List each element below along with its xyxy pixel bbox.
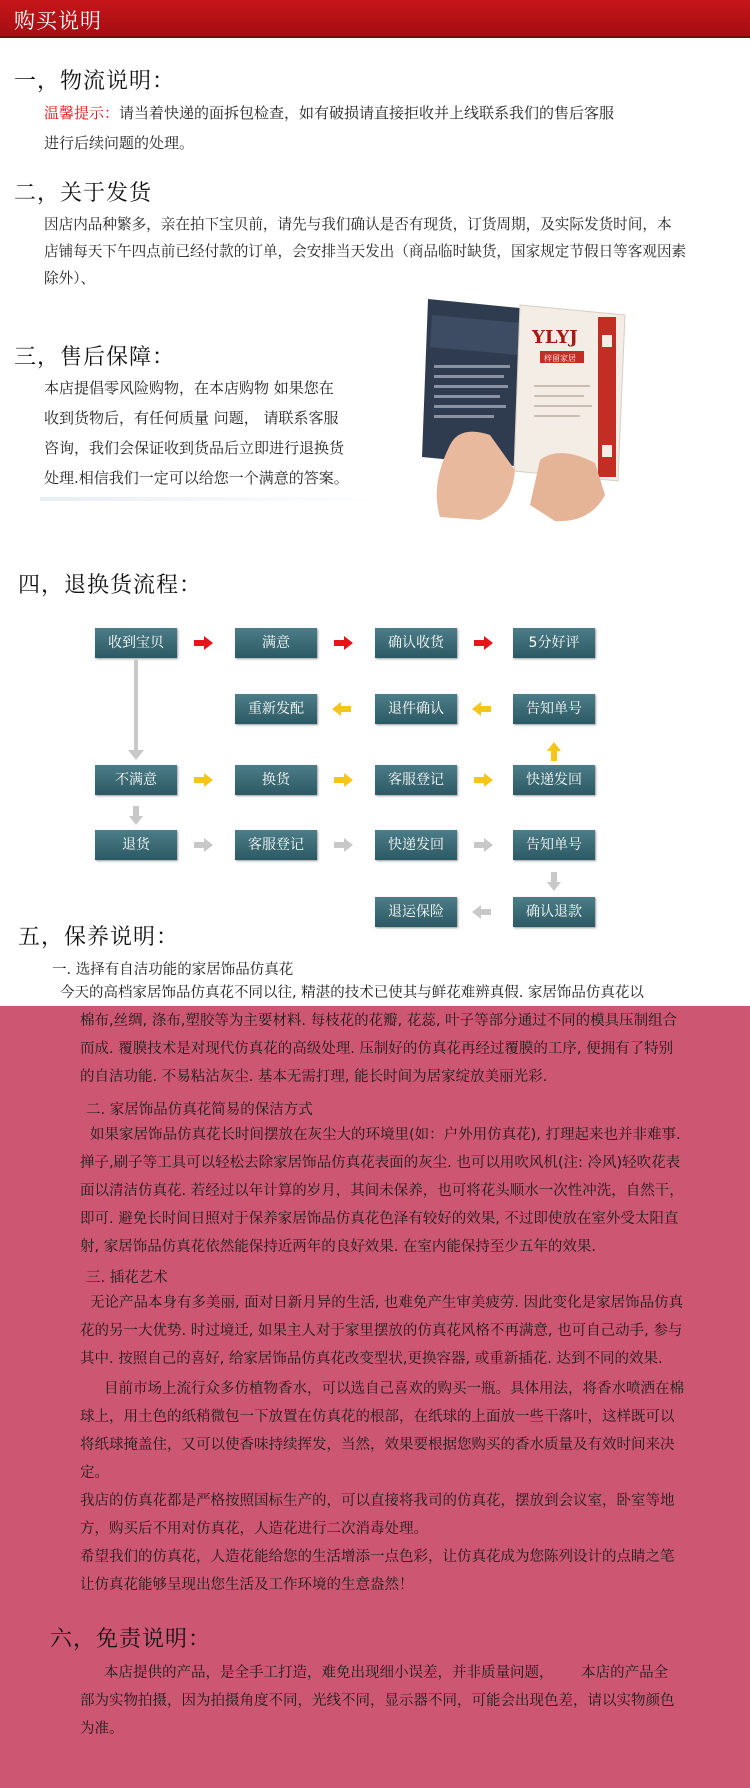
s5-sub3: 三. 插花艺术 xyxy=(86,1270,168,1286)
s5-p4-l2: 球上，用土色的纸稍微包一下放置在仿真花的根部，在纸球的上面放一些干落叶，这样既可以 xyxy=(80,1409,675,1425)
flow-express-return-2: 快递发回 xyxy=(375,830,457,860)
arrow-down-icon xyxy=(129,806,143,825)
s5-p5-l2: 方，购买后不用对仿真花，人造花进行二次消毒处理。 xyxy=(80,1521,428,1537)
arrow-right-icon xyxy=(194,838,213,852)
s5-p2-l3: 面以清洁仿真花. 若经过以年计算的岁月，其间未保养，也可将花头顺水一次性冲洗，自然干， xyxy=(80,1183,684,1199)
arrow-down-icon xyxy=(128,750,144,760)
flow-satisfied: 满意 xyxy=(235,628,317,658)
arrow-right-icon xyxy=(334,838,353,852)
s5-title: 五，保养说明： xyxy=(18,925,180,950)
flow-cs-register-1: 客服登记 xyxy=(375,765,457,795)
arrow-right-icon xyxy=(474,838,493,852)
flow-express-return-1: 快递发回 xyxy=(513,765,595,795)
flow-receive: 收到宝贝 xyxy=(95,628,177,658)
arrow-right-icon xyxy=(334,636,353,650)
s3-underline xyxy=(40,497,380,501)
flow-cs-register-2: 客服登记 xyxy=(235,830,317,860)
flow-return-confirm: 退件确认 xyxy=(375,694,457,724)
s1-line1-text: 请当着快递的面拆包检查，如有破损请直接拒收并上线联系我们的售后客服 xyxy=(119,104,615,122)
arrow-right-icon xyxy=(194,636,213,650)
s5-sub1: 一. 选择有自洁功能的家居饰品仿真花 xyxy=(52,962,294,978)
flow-confirm-refund: 确认退款 xyxy=(513,897,595,927)
s2-line2: 店铺每天下午四点前已经付款的订单，会安排当天发出（商品临时缺货，国家规定节假日等客观因素 xyxy=(44,243,687,260)
s5-p1-l3: 而成. 覆膜技术是对现代仿真花的高级处理. 压制好的仿真花再经过覆膜的工序, 便拥有了特别 xyxy=(80,1041,674,1057)
s6-l1: 本店提供的产品，是全手工打造，难免出现细小误差，并非质量问题， 本店的产品全 xyxy=(104,1665,669,1681)
flow-arrows xyxy=(0,600,750,940)
brochure-sub: 梓留家居 xyxy=(544,354,576,363)
s5-p1-l2: 棉布,丝绸, 涤布,塑胶等为主要材料. 每枝花的花瓣, 花蕊, 叶子等部分通过不同的模具压制组合 xyxy=(80,1013,678,1029)
brochure-brand: YLYJ xyxy=(532,327,578,348)
s2-line3: 除外）、 xyxy=(44,270,96,287)
s6-title: 六，免责说明： xyxy=(50,1627,212,1652)
s3-line3: 咨询，我们会保证收到货品后立即进行退换货 xyxy=(44,439,345,457)
flow-shipping-insurance: 退运保险 xyxy=(375,897,457,927)
s4-title: 四，退换货流程： xyxy=(18,573,203,598)
s1-title: 一，物流说明： xyxy=(14,69,176,94)
arrow-down-icon xyxy=(547,872,561,891)
s5-p4-l3: 将纸球掩盖住，又可以使香味持续挥发，当然，效果要根据您购买的香水质量及有效时间来决 xyxy=(80,1437,675,1453)
flow-five-star: 5分好评 xyxy=(513,628,595,658)
arrow-left-icon xyxy=(332,702,351,716)
s5-p5-l1: 我店的仿真花都是严格按照国标生产的，可以直接将我司的仿真花，摆放到会议室，卧室等地 xyxy=(80,1493,675,1509)
s5-p2-l4: 即可. 避免长时间日照对于保养家居饰品仿真花色泽有较好的效果, 不过即使放在室外受太阳直 xyxy=(80,1211,679,1227)
arrow-up-icon xyxy=(547,742,561,761)
s5-p2-l2: 掸子,刷子等工具可以轻松去除家居饰品仿真花表面的灰尘. 也可以用吹风机(注: 冷风)轻吹花表 xyxy=(80,1155,681,1171)
s5-p4-l1: 目前市场上流行众多仿植物香水，可以选自己喜欢的购买一瓶。具体用法，将香水喷洒在棉 xyxy=(104,1381,684,1397)
s5-p2-l5: 射, 家居饰品仿真花依然能保持近两年的良好效果. 在室内能保持至少五年的效果. xyxy=(80,1239,597,1255)
s2-title: 二，关于发货 xyxy=(14,181,153,206)
flow-unsatisfied: 不满意 xyxy=(95,765,177,795)
s5-p3-l2: 花的另一大优势. 时过境迁, 如果主人对于家里摆放的仿真花风格不再满意, 也可自己动手, 参与 xyxy=(80,1323,683,1339)
arrow-right-icon xyxy=(334,773,353,787)
flow-notify-no-1: 告知单号 xyxy=(513,694,595,724)
flow-confirm-receipt: 确认收货 xyxy=(375,628,457,658)
s5-p4-l4: 定。 xyxy=(80,1465,109,1481)
flow-notify-no-2: 告知单号 xyxy=(513,830,595,860)
s3-line2: 收到货物后，有任何质量 问题， 请联系客服 xyxy=(44,409,339,427)
s3-title: 三，售后保障： xyxy=(14,345,176,370)
s5-p1-l4: 的自洁功能. 不易粘沾灰尘. 基本无需打理, 能长时间为居家绽放美丽光彩. xyxy=(80,1069,548,1085)
s5-p6-l1: 希望我们的仿真花，人造花能给您的生活增添一点色彩，让仿真花成为您陈列设计的点睛之笔 xyxy=(80,1549,675,1565)
s5-p3-l3: 其中. 按照自己的喜好, 给家居饰品仿真花改变型状,更换容器, 或重新插花. 达到不同的效果. xyxy=(80,1351,663,1367)
flow-refund: 退货 xyxy=(95,830,177,860)
s5-p1-l1: 今天的高档家居饰品仿真花不同以往, 精湛的技术已使其与鲜花难辨真假. 家居饰品仿真花以 xyxy=(60,985,644,1001)
section-header xyxy=(0,0,750,38)
arrow-left-icon xyxy=(472,702,491,716)
s1-line1 xyxy=(44,100,614,126)
s2-line1: 因店内品种繁多，亲在拍下宝贝前，请先与我们确认是否有现货，订货周期，及实际发货时间，本 xyxy=(44,216,672,233)
header-title: 购买说明 xyxy=(14,9,102,33)
arrow-right-icon xyxy=(474,773,493,787)
arrow-right-icon xyxy=(194,773,213,787)
s3-line4: 处理.相信我们一定可以给您一个满意的答案。 xyxy=(44,469,349,487)
header-rule xyxy=(0,36,750,38)
s6-l3: 为准。 xyxy=(80,1721,124,1737)
flow-exchange: 换货 xyxy=(235,765,317,795)
s5-p2-l1: 如果家居饰品仿真花长时间摆放在灰尘大的环境里(如：户外用仿真花), 打理起来也并非难事. xyxy=(90,1127,681,1143)
brochure-photo xyxy=(420,295,640,525)
flow-resend: 重新发配 xyxy=(235,694,317,724)
arrow-right-icon xyxy=(474,636,493,650)
s6-l2: 部为实物拍摄，因为拍摄角度不同，光线不同，显示器不同，可能会出现色差，请以实物颜色 xyxy=(80,1693,675,1709)
arrow-left-icon xyxy=(472,905,491,919)
s5-sub2: 二. 家居饰品仿真花简易的保洁方式 xyxy=(86,1102,313,1118)
s3-line1: 本店提倡零风险购物，在本店购物 如果您在 xyxy=(44,379,334,397)
s5-p3-l1: 无论产品本身有多美丽, 面对日新月异的生活, 也难免产生审美疲劳. 因此变化是家居饰品仿真 xyxy=(90,1295,684,1311)
warning-label: 温馨提示： xyxy=(44,104,120,122)
s5-p6-l2: 让仿真花能够呈现出您生活及工作环境的生意盎然！ xyxy=(80,1577,414,1593)
s1-line2: 进行后续问题的处理。 xyxy=(44,134,195,152)
